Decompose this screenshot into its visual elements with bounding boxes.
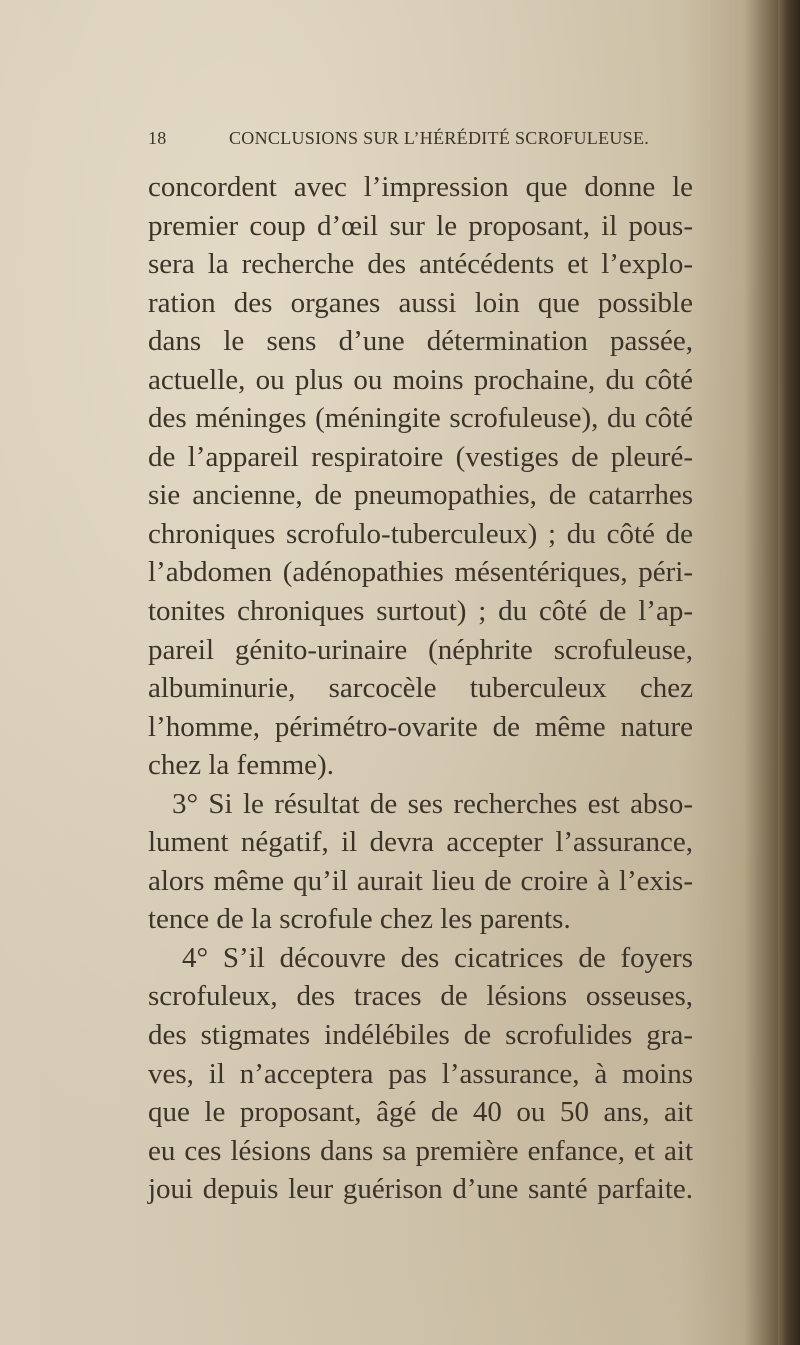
text-line: joui depuis leur guérison d’une santé parfaite. [148, 1173, 693, 1206]
text-line: tence de la scrofule chez les parents. [148, 903, 571, 936]
running-title: CONCLUSIONS SUR L’HÉRÉDITÉ SCROFULEUSE. [229, 128, 650, 148]
text-line: de l’appareil respiratoire (vestiges de pleuré- [148, 440, 693, 473]
text-line: chez la femme). [148, 749, 334, 782]
paragraph-start-line: 3° Si le résultat de ses recherches est abso- [172, 787, 693, 820]
text-line: que le proposant, âgé de 40 ou 50 ans, ait [148, 1096, 693, 1129]
text-line: concordent avec l’impression que donne le [148, 171, 693, 203]
page-edge-shadow [778, 0, 800, 1345]
text-line: ves, il n’acceptera pas l’assurance, à moins [148, 1057, 693, 1090]
text-line: des méninges (méningite scrofuleuse), du côté [148, 402, 693, 435]
text-line: premier coup d’œil sur le proposant, il pous- [148, 209, 693, 242]
paragraph-start-line: 4° S’il découvre des cicatrices de foyers [182, 941, 693, 974]
text-line: pareil génito-urinaire (néphrite scrofuleuse, [148, 633, 693, 666]
running-header [148, 128, 688, 160]
text-line: l’abdomen (adénopathies mésentériques, péri- [148, 556, 693, 589]
text-line: ration des organes aussi loin que possible [148, 286, 693, 319]
text-line: alors même qu’il aurait lieu de croire à l’exis- [148, 864, 693, 897]
body-text [148, 168, 693, 1209]
text-line: dans le sens d’une détermination passée, [148, 325, 693, 358]
text-line: des stigmates indélébiles de scrofulides gra- [148, 1019, 693, 1052]
text-line: l’homme, périmétro-ovarite de même nature [148, 710, 693, 743]
text-line: albuminurie, sarcocèle tuberculeux chez [148, 672, 693, 705]
page-number: 18 [148, 128, 167, 148]
text-line: actuelle, ou plus ou moins prochaine, du côté [148, 363, 693, 396]
text-line: chroniques scrofulo-tuberculeux) ; du côté de [148, 517, 693, 550]
text-line: scrofuleux, des traces de lésions osseuses, [148, 980, 693, 1013]
text-line: eu ces lésions dans sa première enfance, et ait [148, 1134, 693, 1167]
text-line: sie ancienne, de pneumopathies, de catarrhes [148, 479, 693, 512]
text-line: tonites chroniques surtout) ; du côté de l’ap- [148, 595, 693, 628]
text-line: sera la recherche des antécédents et l’explo- [148, 248, 693, 281]
text-line: lument négatif, il devra accepter l’assurance, [148, 826, 693, 859]
